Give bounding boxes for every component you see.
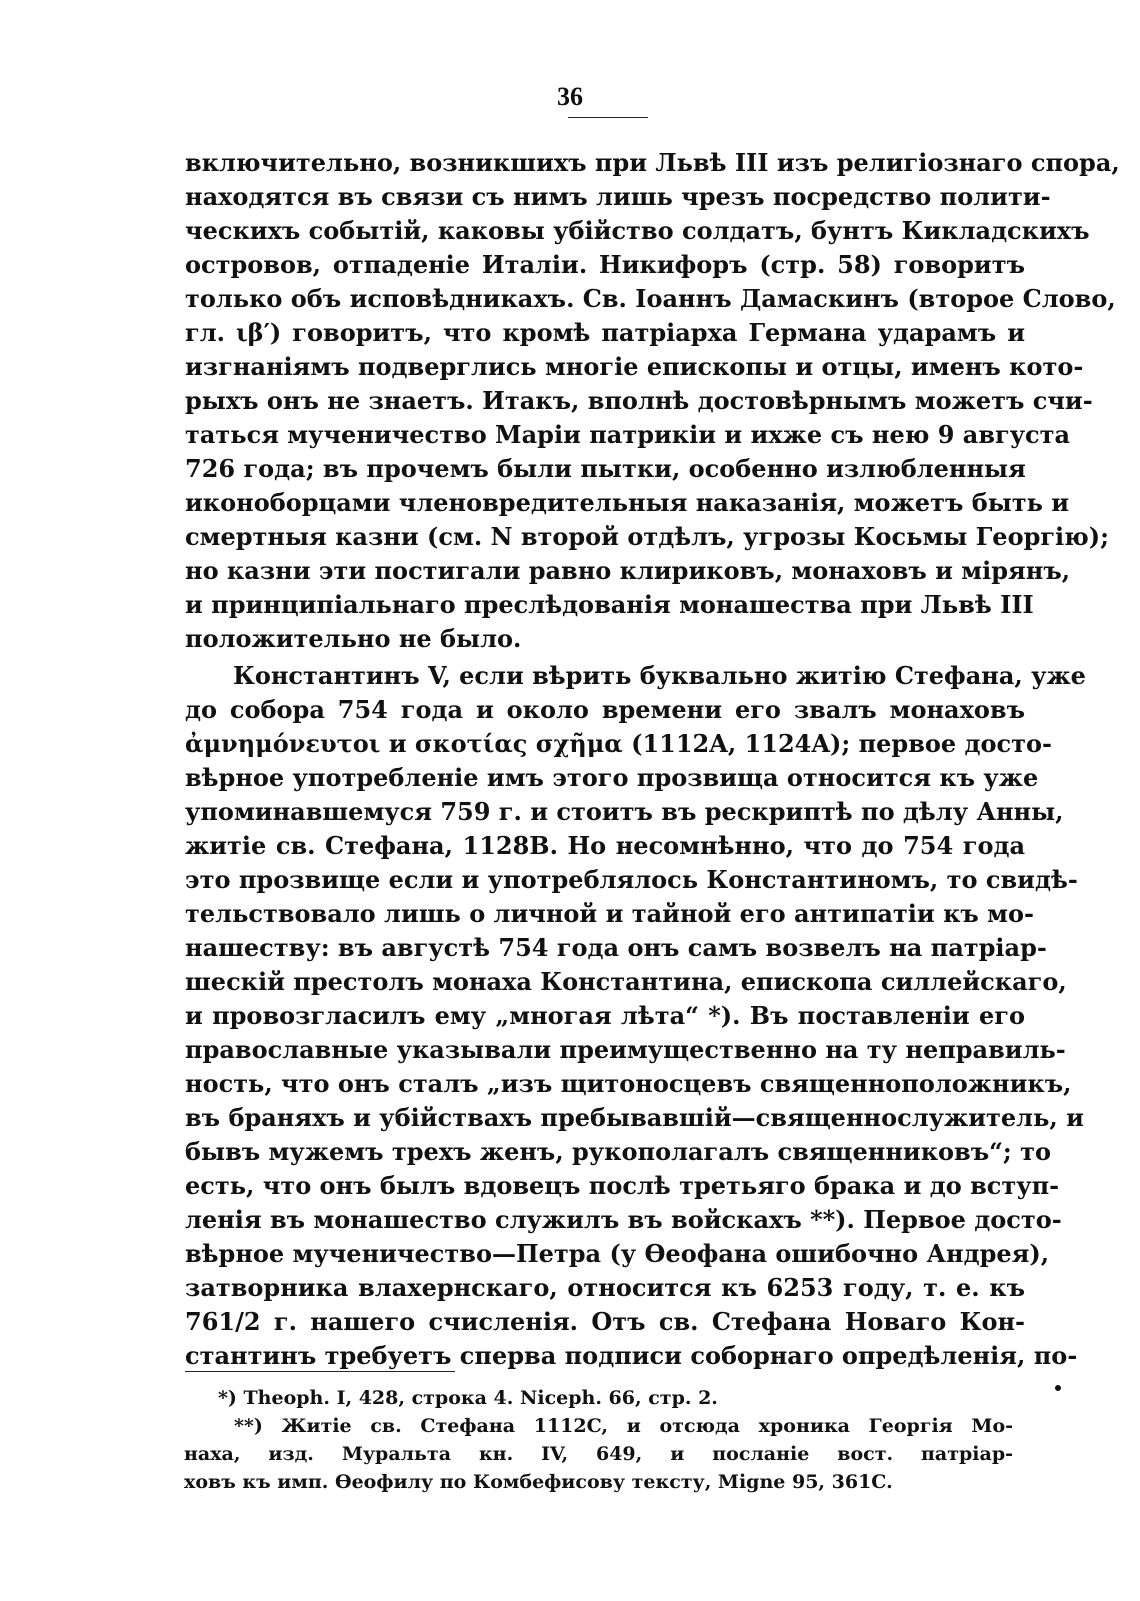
footnotes xyxy=(184,1384,1013,1496)
text-line: нашеству: въ августѣ 754 года онъ самъ возвелъ на патріар- xyxy=(185,933,1047,962)
footnote-line: наха, изд. Муральта кн. IV, 649, и посланіе вост. патріар- xyxy=(184,1443,1013,1465)
page-number: 36 xyxy=(557,82,583,111)
text-line: стантинъ требуетъ сперва подписи соборнаго опредѣленія, по- xyxy=(185,1341,1078,1370)
text-line: островов, отпаденіе Италіи. Никифоръ (стр. 58) говоритъ xyxy=(185,250,1025,279)
text-line: изгнаніямъ подверглись многіе епископы и отцы, именъ кото- xyxy=(185,352,1084,381)
text-line: вѣрное мученичество—Петра (у Ѳеофана ошибочно Андрея), xyxy=(185,1239,1050,1268)
text-line: находятся въ связи съ нимъ лишь чрезъ посредство полити- xyxy=(185,182,1051,211)
body-text xyxy=(185,146,1120,1373)
text-line: до собора 754 года и около времени его звалъ монаховъ xyxy=(185,695,1025,724)
text-line: шескій престолъ монаха Константина, епископа силлейскаго, xyxy=(185,967,1067,996)
text-line: гл. ιβ′) говоритъ, что кромѣ патріарха Германа ударамъ и xyxy=(185,318,1025,347)
text-line: ἀμνημόνευτοι и σκοτίας σχῆμα (1112A, 1124A); первое досто- xyxy=(185,729,1052,758)
text-line: упоминавшемуся 759 г. и стоитъ въ рескриптѣ по дѣлу Анны, xyxy=(185,797,1064,826)
text-line: затворника влахернскаго, относится къ 6253 году, т. е. къ xyxy=(185,1273,1025,1302)
text-line: рыхъ онъ не знаетъ. Итакъ, вполнѣ достовѣрнымъ можетъ счи- xyxy=(185,386,1093,415)
footnote-line: **) Житіе св. Стефана 1112C, и отсюда хроника Георгія Мо- xyxy=(234,1415,1013,1437)
footnote-2 xyxy=(184,1412,1013,1496)
text-line: вѣрное употребленіе имъ этого прозвища относится къ уже xyxy=(185,763,1039,792)
text-line: Константинъ V, если вѣрить буквально житію Стефана, уже xyxy=(233,661,1086,690)
text-line: 761/2 г. нашего счисленія. Отъ св. Стефана Новаго Кон- xyxy=(185,1307,1025,1336)
text-line: таться мученичество Маріи патрикіи и ихже съ нею 9 августа xyxy=(185,420,1071,449)
text-line: ность, что онъ сталъ „изъ щитоносцевъ священноположникъ, xyxy=(185,1069,1072,1098)
paragraph-2 xyxy=(185,659,1086,1373)
footnote-rule xyxy=(185,1371,455,1372)
text-line: православные указывали преимущественно на ту неправиль- xyxy=(185,1035,1066,1064)
text-line: ческихъ событій, каковы убійство солдатъ, бунтъ Кикладскихъ xyxy=(185,216,1090,245)
text-line: и принципіальнаго преслѣдованія монашества при Львѣ III xyxy=(185,590,1034,619)
text-line: смертныя казни (см. N второй отдѣлъ, угрозы Косьмы Георгію); xyxy=(185,522,1109,551)
text-line: и провозгласилъ ему „многая лѣта“ *). Въ поставленіи его xyxy=(185,1001,1025,1030)
text-line: только объ исповѣдникахъ. Св. Іоаннъ Дамаскинъ (второе Слово, xyxy=(185,284,1116,313)
page-number-rule xyxy=(568,117,648,118)
text-line: житіе св. Стефана, 1128B. Но несомнѣнно, что до 754 года xyxy=(185,831,1025,860)
text-line: положительно не было. xyxy=(185,624,522,653)
text-line: ленія въ монашество служилъ въ войскахъ **). Первое досто- xyxy=(185,1205,1062,1234)
text-line: бывъ мужемъ трехъ женъ, рукополагалъ священниковъ“; то xyxy=(185,1137,1052,1166)
footnote-line: ховъ къ имп. Ѳеофилу по Комбефисову тексту, Migne 95, 361C. xyxy=(184,1471,893,1493)
text-line: но казни эти постигали равно клириковъ, монаховъ и мірянъ, xyxy=(185,556,1071,585)
paragraph-1 xyxy=(185,146,1120,656)
text-line: есть, что онъ былъ вдовецъ послѣ третьяго брака и до вступ- xyxy=(185,1171,1060,1200)
footnote-1: *) Theoph. I, 428, строка 4. Niceph. 66, стр. 2. xyxy=(218,1387,718,1409)
text-line: тельствовало лишь о личной и тайной его антипатіи къ мо- xyxy=(185,899,1034,928)
text-line: въ браняхъ и убійствахъ пребывавшій—священнослужитель, и xyxy=(185,1103,1084,1132)
text-line: 726 года; въ прочемъ были пытки, особенно излюбленныя xyxy=(185,454,1026,483)
text-line: иконоборцами членовредительныя наказанія, можетъ быть и xyxy=(185,488,1070,517)
text-line: это прозвище если и употреблялось Константиномъ, то свидѣ- xyxy=(185,865,1078,894)
text-line: включительно, возникшихъ при Львѣ III изъ религіознаго спора, xyxy=(185,148,1120,177)
margin-dot xyxy=(1055,1385,1061,1391)
